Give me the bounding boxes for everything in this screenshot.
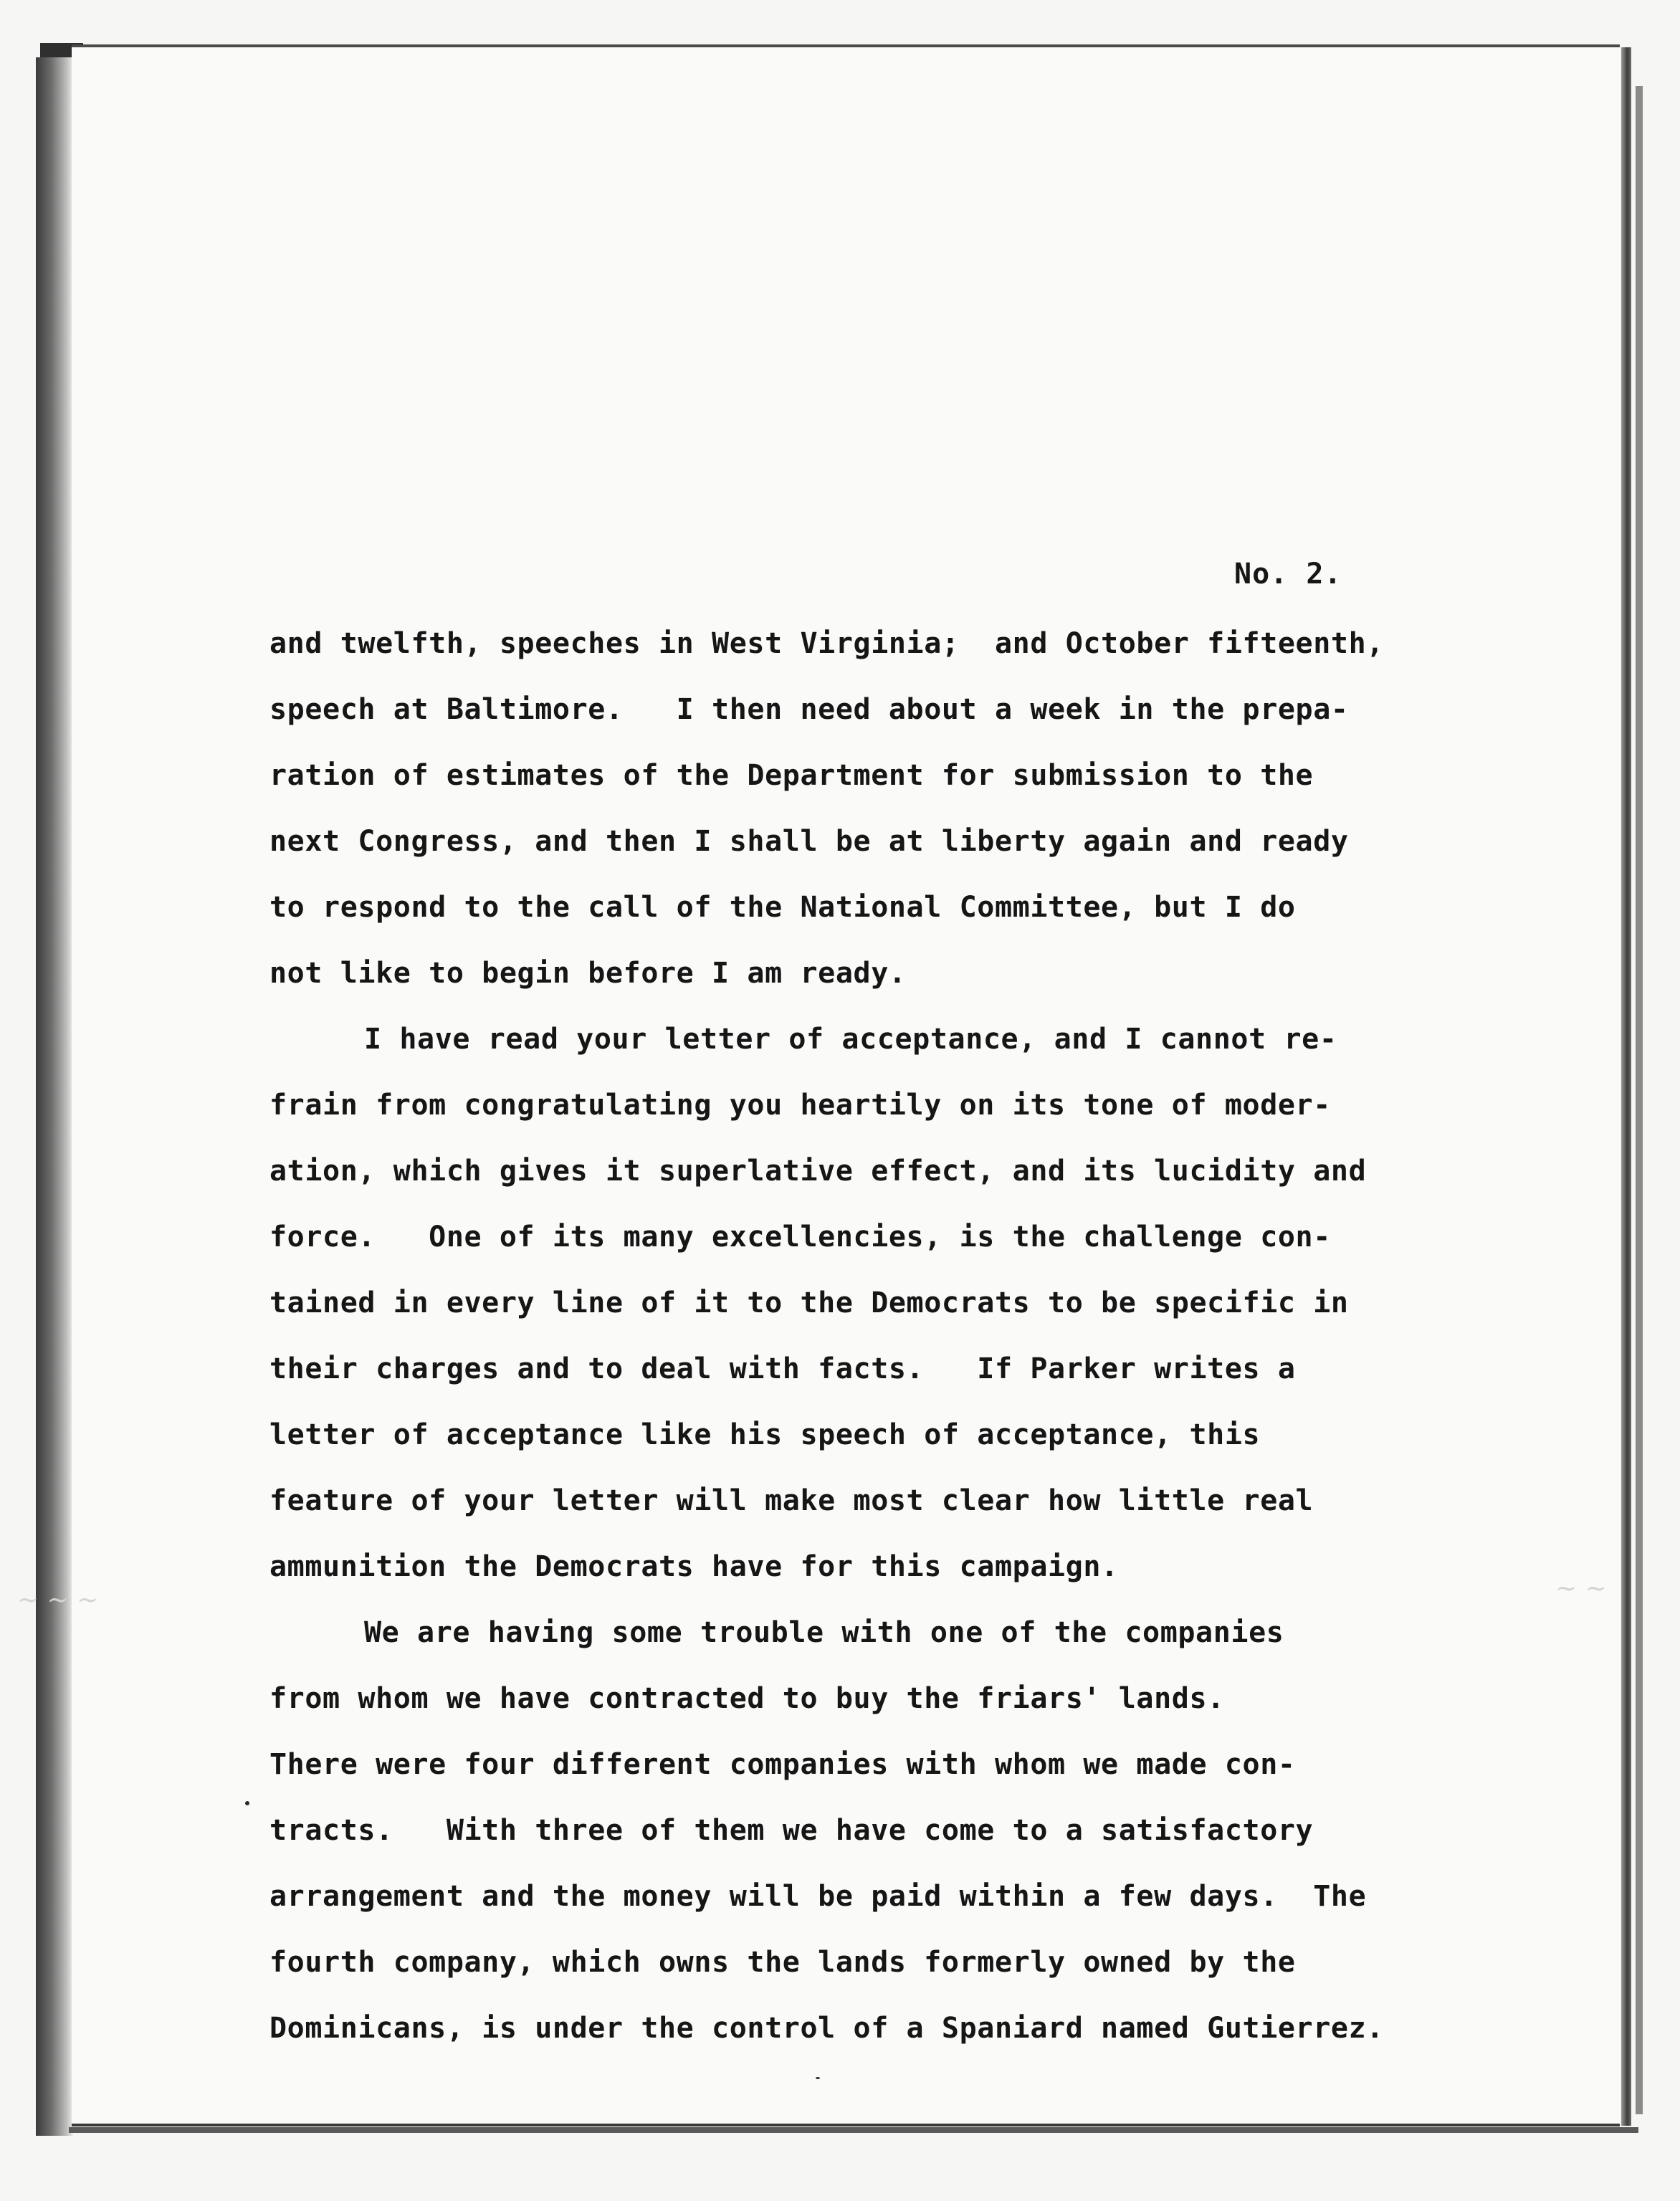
scan-left-edge [36,57,73,2136]
text-line: arrangement and the money will be paid within a few days. The [269,1880,1367,1913]
ink-speck [816,2077,820,2079]
text-line: their charges and to deal with facts. If Parker writes a [269,1352,1296,1385]
text-line: frain from congratulating you heartily on its tone of moder- [269,1089,1331,1122]
text-line: force. One of its many excellencies, is the challenge con- [269,1221,1331,1254]
text-line: and twelfth, speeches in West Virginia; and October fifteenth, [269,627,1384,660]
text-line: ation, which gives it superlative effect, and its lucidity and [269,1155,1367,1188]
bleed-through-mark: ~ ~ ~ [17,1585,99,1615]
paragraph-first-line: We are having some trouble with one of the companies [364,1616,1284,1649]
text-line: letter of acceptance like his speech of acceptance, this [269,1418,1261,1451]
bleed-through-mark: ~ ~ [1555,1574,1607,1603]
text-line: not like to begin before I am ready. [269,957,907,990]
text-line: speech at Baltimore. I then need about a week in the prepa- [269,693,1349,726]
paragraph-first-line: I have read your letter of acceptance, and I cannot re- [364,1023,1337,1056]
text-line: from whom we have contracted to buy the friars' lands. [269,1682,1225,1715]
text-line: next Congress, and then I shall be at liberty again and ready [269,825,1349,858]
text-line: feature of your letter will make most clear how little real [269,1484,1314,1517]
text-line: fourth company, which owns the lands formerly owned by the [269,1946,1296,1979]
scan-right-edge [1621,47,1631,2126]
page-number: No. 2. [1234,558,1342,591]
scan-right-outer-edge [1636,86,1643,2114]
text-line: to respond to the call of the National Committee, but I do [269,891,1296,924]
text-line: Dominicans, is under the control of a Spaniard named Gutierrez. [269,2012,1384,2045]
text-line: tracts. With three of them we have come to a satisfactory [269,1814,1314,1847]
text-line: ration of estimates of the Department for submission to the [269,759,1314,792]
scan-bottom-edge [69,2127,1638,2133]
text-line: tained in every line of it to the Democrats to be specific in [269,1286,1349,1319]
text-line: There were four different companies with whom we made con- [269,1748,1296,1781]
ink-speck [245,1801,249,1805]
text-line: ammunition the Democrats have for this campaign. [269,1550,1119,1583]
